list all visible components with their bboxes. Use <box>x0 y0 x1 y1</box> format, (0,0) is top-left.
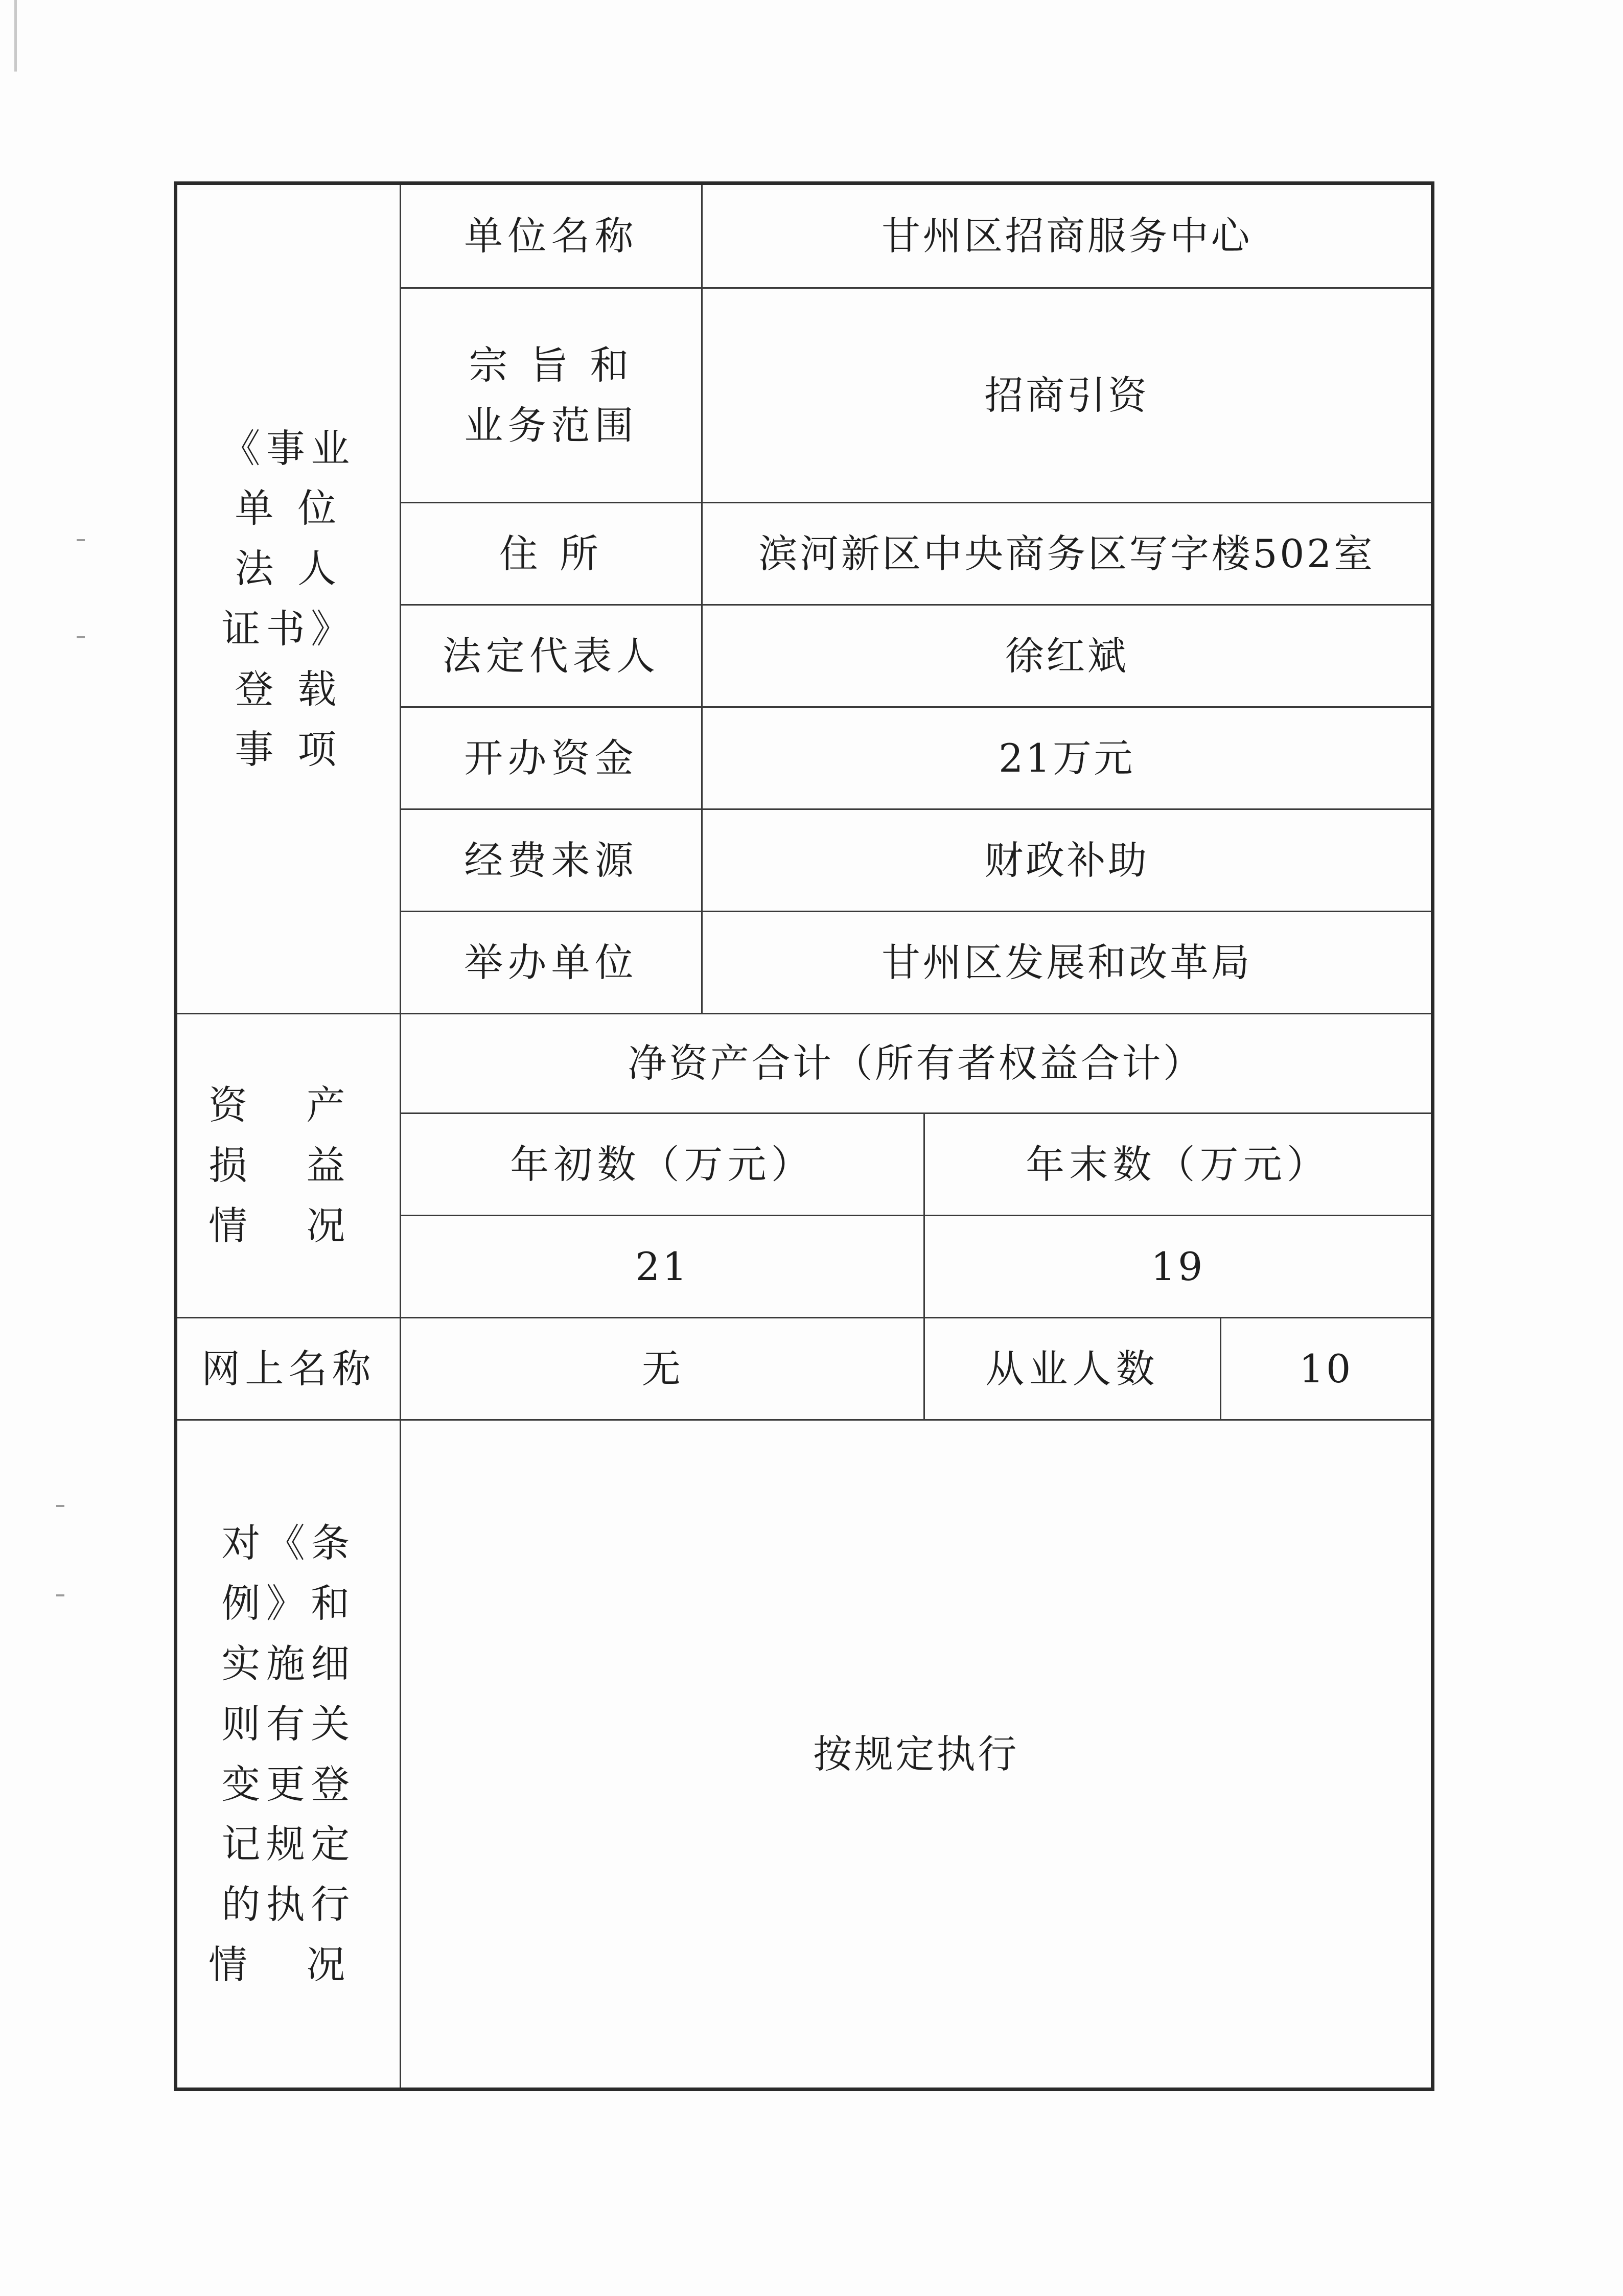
scan-speck <box>56 1505 64 1507</box>
table-row <box>176 183 1433 288</box>
staff-count-label: 从业人数 <box>924 1318 1221 1420</box>
address-value: 滨河新区中央商务区写字楼502室 <box>702 503 1433 605</box>
unit-name-value: 甘州区招商服务中心 <box>702 183 1433 288</box>
net-assets-header: 净资产合计（所有者权益合计） <box>401 1014 1433 1114</box>
unit-name-label: 单位名称 <box>401 183 702 288</box>
staff-count-value: 10 <box>1221 1318 1433 1420</box>
scan-edge <box>14 0 17 72</box>
scan-speck <box>77 539 85 541</box>
year-start-label: 年初数（万元） <box>401 1114 924 1216</box>
assets-section-label: 资 产 损 益 情 况 <box>176 1014 401 1318</box>
year-start-value: 21 <box>401 1216 924 1318</box>
legal-representative-label: 法定代表人 <box>401 605 702 707</box>
funding-source-value: 财政补助 <box>702 809 1433 912</box>
year-end-label: 年末数（万元） <box>924 1114 1433 1216</box>
report-form <box>174 181 1431 2088</box>
table-row <box>176 1420 1433 2090</box>
registration-table <box>174 181 1434 2091</box>
table-row <box>176 1318 1433 1420</box>
funding-source-label: 经费来源 <box>401 809 702 912</box>
capital-label: 开办资金 <box>401 707 702 809</box>
sponsor-unit-value: 甘州区发展和改革局 <box>702 912 1433 1014</box>
legal-representative-value: 徐红斌 <box>702 605 1433 707</box>
online-name-label: 网上名称 <box>176 1318 401 1420</box>
purpose-scope-label: 宗 旨 和 业务范围 <box>401 288 702 503</box>
regulation-section-label: 对《条 例》和 实施细 则有关 变更登 记规定 的执行 情 况 <box>176 1420 401 2090</box>
scan-speck <box>56 1594 64 1596</box>
capital-value: 21万元 <box>702 707 1433 809</box>
regulation-execution-value: 按规定执行 <box>401 1420 1433 2090</box>
table-row <box>176 1014 1433 1114</box>
sponsor-unit-label: 举办单位 <box>401 912 702 1014</box>
online-name-value: 无 <box>401 1318 924 1420</box>
registration-section-label: 《事业 单 位 法 人 证书》 登 载 事 项 <box>176 183 401 1014</box>
purpose-scope-value: 招商引资 <box>702 288 1433 503</box>
scan-speck <box>77 636 85 638</box>
address-label: 住 所 <box>401 503 702 605</box>
year-end-value: 19 <box>924 1216 1433 1318</box>
